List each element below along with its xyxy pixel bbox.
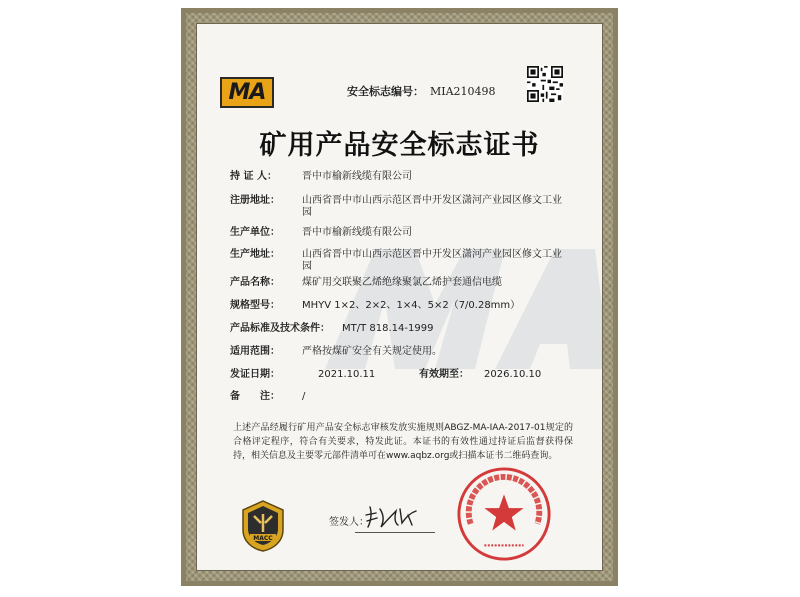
field-label: 发证日期： bbox=[230, 369, 280, 380]
certificate-title: 矿用产品安全标志证书 bbox=[259, 130, 540, 161]
macc-logo bbox=[241, 500, 285, 552]
official-seal bbox=[455, 465, 553, 563]
field-value: 晋中市榆新线缆有限公司 bbox=[302, 171, 412, 182]
field-standard bbox=[230, 323, 570, 337]
field-registered-address bbox=[230, 195, 570, 221]
field-value: MT/T 818.14-1999 bbox=[342, 323, 434, 334]
field-label: 备 注： bbox=[230, 391, 280, 402]
serial-value: MIA210498 bbox=[430, 85, 496, 98]
expiry-value: 2026.10.10 bbox=[484, 369, 542, 380]
field-value: MHYV 1×2、2×2、1×4、5×2（7/0.28mm） bbox=[302, 300, 521, 311]
handwritten-signature bbox=[362, 501, 424, 531]
field-label: 生产单位： bbox=[230, 227, 280, 238]
field-label: 持 证 人： bbox=[230, 171, 277, 182]
signature-line bbox=[355, 532, 435, 533]
field-holder bbox=[230, 171, 570, 185]
certificate-frame bbox=[181, 8, 618, 586]
field-producer bbox=[230, 227, 570, 241]
field-label: 产品名称： bbox=[230, 277, 280, 288]
qr-code-icon[interactable] bbox=[527, 66, 563, 102]
field-value: 山西省晋中市山西示范区晋中开发区潇河产业园区修文工业园 bbox=[302, 195, 562, 218]
certificate-body bbox=[196, 23, 603, 571]
field-label: 生产地址： bbox=[230, 249, 280, 260]
field-value: 煤矿用交联聚乙烯绝缘聚氯乙烯护套通信电缆 bbox=[302, 277, 502, 288]
field-label: 规格型号： bbox=[230, 300, 280, 311]
field-value: 2021.10.11 bbox=[318, 369, 376, 380]
field-value: 山西省晋中市山西示范区晋中开发区潇河产业园区修文工业园 bbox=[302, 249, 562, 272]
field-production-address bbox=[230, 249, 570, 275]
field-remarks bbox=[230, 391, 570, 405]
field-label: 适用范围： bbox=[230, 346, 280, 357]
safety-mark-number bbox=[347, 83, 496, 99]
certificate-statement: 上述产品经履行矿用产品安全标志审核发放实施规则ABGZ-MA-IAA-2017-01规定的合格评定程序，符合有关要求，特发此证。本证书的有效性通过持证后监督获得保持，相关信息及主要零元部件清单可在www.aqbz.org或扫描本证书二维码查询。 bbox=[233, 423, 573, 461]
field-model bbox=[230, 300, 570, 314]
macc-text: MACC bbox=[253, 535, 273, 542]
field-value: / bbox=[302, 391, 306, 402]
field-scope bbox=[230, 346, 570, 360]
field-label: 注册地址： bbox=[230, 195, 280, 206]
serial-label: 安全标志编号： bbox=[347, 85, 424, 98]
expiry-label: 有效期至： bbox=[419, 369, 469, 380]
field-value: 晋中市榆新线缆有限公司 bbox=[302, 227, 412, 238]
field-value: 严格按煤矿安全有关规定使用。 bbox=[302, 346, 442, 357]
ma-logo: MA bbox=[220, 77, 274, 108]
decorative-border bbox=[186, 13, 613, 581]
signatory-label: 签发人： bbox=[329, 517, 369, 528]
field-expiry bbox=[419, 369, 579, 383]
field-product-name bbox=[230, 277, 570, 291]
field-label: 产品标准及技术条件： bbox=[230, 323, 330, 334]
